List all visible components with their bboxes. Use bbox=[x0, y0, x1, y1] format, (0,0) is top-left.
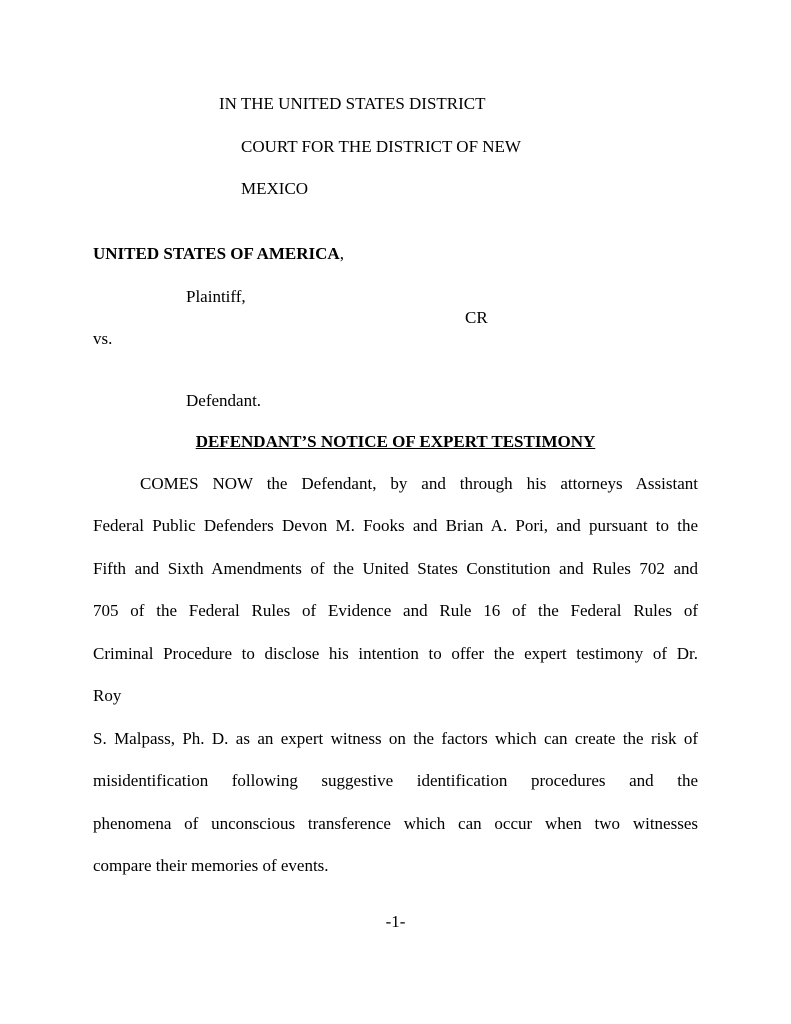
body-line-8: misidentification following suggestive identification procedures and the bbox=[93, 771, 698, 790]
page-number: -1- bbox=[385, 912, 406, 931]
body-line-5: Criminal Procedure to disclose his intention to offer the expert testimony of Dr. bbox=[93, 644, 698, 663]
body-line-3: Fifth and Sixth Amendments of the United States Constitution and Rules 702 and bbox=[93, 559, 698, 578]
body-line-4: 705 of the Federal Rules of Evidence and Rule 16 of the Federal Rules of bbox=[93, 601, 698, 620]
plaintiff-role: Plaintiff, bbox=[186, 287, 246, 306]
case-number: CR bbox=[465, 308, 488, 327]
defendant-role: Defendant. bbox=[186, 391, 262, 410]
body-line-1: COMES NOW the Defendant, by and through his attorneys Assistant bbox=[140, 474, 698, 493]
document-title: DEFENDANT’S NOTICE OF EXPERT TESTIMONY bbox=[195, 432, 596, 451]
body-line-10: compare their memories of events. bbox=[93, 856, 329, 875]
plaintiff-name: UNITED STATES OF AMERICA bbox=[93, 244, 340, 263]
plaintiff-line bbox=[93, 244, 344, 264]
body-line-9: phenomena of unconscious transference which can occur when two witnesses bbox=[93, 814, 698, 833]
court-heading-line-3: MEXICO bbox=[241, 179, 309, 198]
body-line-6: Roy bbox=[93, 686, 122, 705]
plaintiff-comma: , bbox=[339, 244, 344, 263]
body-line-2: Federal Public Defenders Devon M. Fooks and Brian A. Pori, and pursuant to the bbox=[93, 516, 698, 535]
body-line-7: S. Malpass, Ph. D. as an expert witness on the factors which can create the risk of bbox=[93, 729, 698, 748]
court-heading-line-1: IN THE UNITED STATES DISTRICT bbox=[219, 94, 486, 113]
versus-label: vs. bbox=[93, 329, 113, 348]
court-heading-line-2: COURT FOR THE DISTRICT OF NEW bbox=[241, 137, 521, 156]
